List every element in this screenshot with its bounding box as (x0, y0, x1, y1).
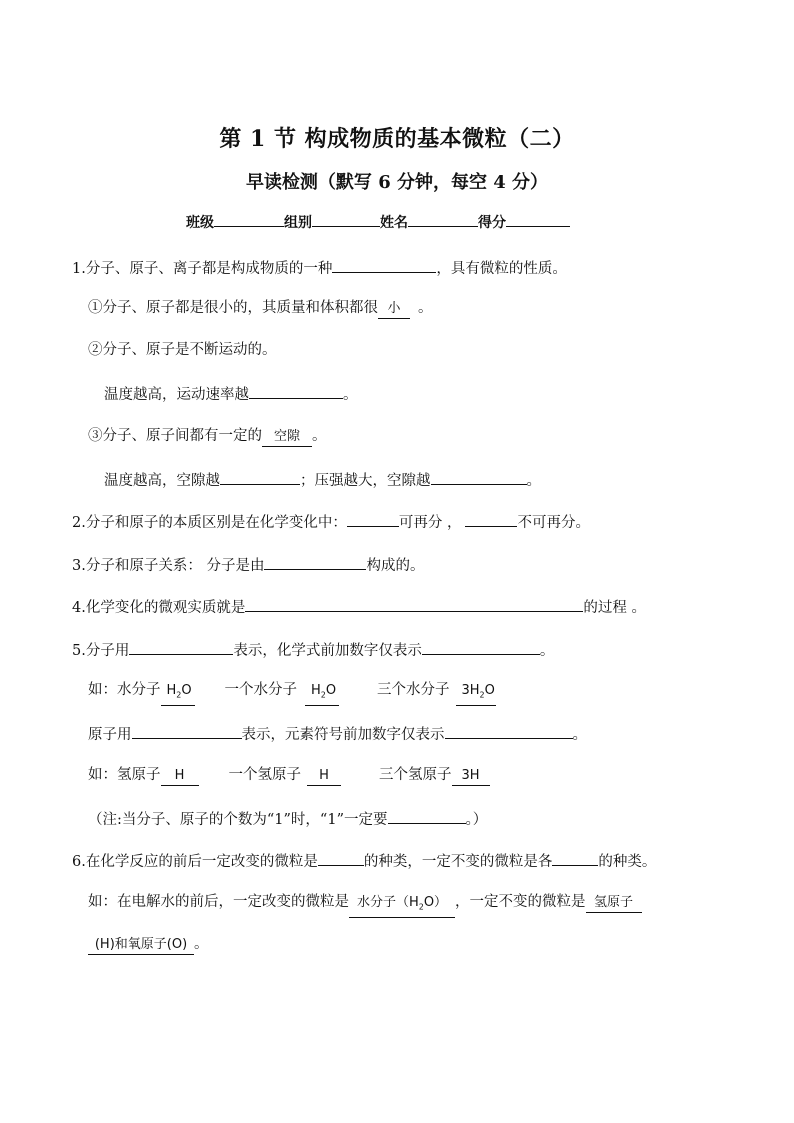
q5-atom-text: 原子用 (88, 727, 132, 743)
q1-p3-blank-1[interactable] (220, 468, 300, 485)
q6-example-cont (88, 934, 209, 955)
question-3 (72, 553, 424, 576)
q5-blank-2[interactable] (422, 638, 540, 655)
student-info-row (186, 212, 570, 232)
q1-point-3-sub (104, 468, 541, 491)
q6-ex-text: 如：在电解水的前后，一定改变的微粒是 (88, 894, 349, 910)
q1-blank[interactable] (332, 256, 436, 273)
question-4 (72, 595, 646, 618)
q4-text: 4.化学变化的微观实质就是 (72, 600, 246, 616)
q5-ex1-label: 如：水分子 (88, 682, 161, 698)
q5-atom-examples (88, 765, 490, 786)
q6-ex-text-2: ，一定不变的微粒是 (455, 894, 586, 910)
q1-point-1 (88, 298, 433, 319)
q1-p3-text: ③分子、原子间都有一定的 (88, 428, 262, 444)
q5-ex2-answer: H (161, 767, 199, 786)
q1-p3-sub-text: 温度越高，空隙越 (104, 473, 220, 489)
q6-ex-answer-3: (H)和氧原子(O) (88, 936, 194, 955)
name-field[interactable] (408, 212, 478, 227)
q5-text: 5.分子用 (72, 643, 130, 659)
q6-ex-end: 。 (194, 936, 209, 952)
q5-ex2-label: 如：氢原子 (88, 767, 161, 783)
name-label: 姓名 (380, 215, 408, 231)
q1-p3-sub-end: 。 (526, 473, 541, 489)
q6-text-end: 的种类。 (598, 854, 657, 870)
q1-text: 1.分子、原子、离子都是构成物质的一种 (72, 261, 333, 277)
q5-note-end: 。） (465, 812, 488, 828)
q5-ex1-answer: $H_2O$ (161, 682, 195, 706)
q5-ex1-answer-3: $3H_2O$ (456, 682, 496, 706)
q5-atom-text-2: 表示，元素符号前加数字仅表示 (241, 727, 445, 743)
q6-text-2: 的种类，一定不变的微粒是各 (363, 854, 553, 870)
q1-p3-sub-text-2: ；压强越大，空隙越 (300, 473, 431, 489)
q5-molecule-examples (88, 680, 496, 706)
q5-blank-1[interactable] (129, 638, 233, 655)
q5-atom-blank-2[interactable] (445, 722, 573, 739)
q5-text-2: 表示，化学式前加数字仅表示 (233, 643, 422, 659)
q1-text-end: ，具有微粒的性质。 (436, 261, 567, 277)
class-label: 班级 (186, 215, 214, 231)
q5-atom-end: 。 (572, 727, 587, 743)
group-field[interactable] (312, 212, 380, 227)
question-6 (72, 849, 656, 872)
q1-point-3 (88, 426, 327, 447)
q1-point-2: ②分子、原子是不断运动的。 (88, 342, 277, 358)
q1-p1-end: 。 (418, 300, 433, 316)
page-subtitle: 早读检测（默写 6 分钟，每空 4 分） (245, 172, 549, 193)
q5-ex2-label-3: 三个氢原子 (379, 767, 452, 783)
q6-ex-answer-1: 水分子$(H_2O)$ (349, 894, 455, 918)
q1-p3-answer: 空隙 (262, 428, 312, 447)
q4-text-end: 的过程 。 (583, 600, 646, 616)
q6-ex-answer-2: 氢原子 (586, 894, 642, 913)
q1-p3-end: 。 (312, 428, 327, 444)
q5-note-text: （注:当分子、原子的个数为“1”时，“1”一定要 (88, 812, 388, 828)
q4-blank[interactable] (245, 595, 583, 612)
q5-ex2-answer-3: 3H (452, 767, 490, 786)
question-2 (72, 510, 590, 533)
q1-p2-sub-text: 温度越高，运动速率越 (104, 387, 249, 403)
q6-blank-2[interactable] (552, 849, 598, 866)
q1-p3-blank-2[interactable] (431, 468, 527, 485)
q1-p2-blank[interactable] (249, 382, 343, 399)
q2-text-end: 不可再分。 (517, 515, 590, 531)
q2-text-2: 可再分 ， (398, 515, 462, 531)
q5-note (88, 807, 487, 830)
score-label: 得分 (478, 215, 506, 231)
q5-ex2-answer-2: H (307, 767, 341, 786)
q1-p1-text: ①分子、原子都是很小的，其质量和体积都很 (88, 300, 378, 316)
q2-text: 2.分子和原子的本质区别是在化学变化中： (72, 515, 347, 531)
q5-note-blank[interactable] (388, 807, 466, 824)
q5-text-end: 。 (539, 643, 555, 659)
group-label: 组别 (284, 215, 312, 231)
q5-ex2-label-2: 一个氢原子 (228, 767, 301, 783)
q3-blank[interactable] (264, 553, 366, 570)
q3-text: 3.分子和原子关系： 分子是由 (72, 558, 265, 574)
question-1 (72, 256, 567, 279)
q5-ex1-label-3: 三个水分子 (377, 682, 450, 698)
q5-atom-line (88, 722, 587, 745)
q3-text-end: 构成的。 (366, 558, 425, 574)
q2-blank-1[interactable] (347, 510, 399, 527)
q5-ex1-label-2: 一个水分子 (224, 682, 297, 698)
page-title: 第 1 节 构成物质的基本微粒（二） (219, 126, 575, 152)
q1-point-2-sub (104, 382, 358, 405)
q6-example (88, 892, 642, 918)
score-field[interactable] (506, 212, 570, 227)
q1-p2-sub-end: 。 (343, 387, 358, 403)
q2-blank-2[interactable] (465, 510, 517, 527)
q5-atom-blank-1[interactable] (132, 722, 242, 739)
q1-p1-answer: 小 (378, 300, 410, 319)
question-5 (72, 638, 554, 661)
q5-ex1-answer-2: $H_2O$ (305, 682, 339, 706)
class-field[interactable] (214, 212, 284, 227)
q6-blank-1[interactable] (318, 849, 364, 866)
q6-text: 6.在化学反应的前后一定改变的微粒是 (72, 854, 318, 870)
